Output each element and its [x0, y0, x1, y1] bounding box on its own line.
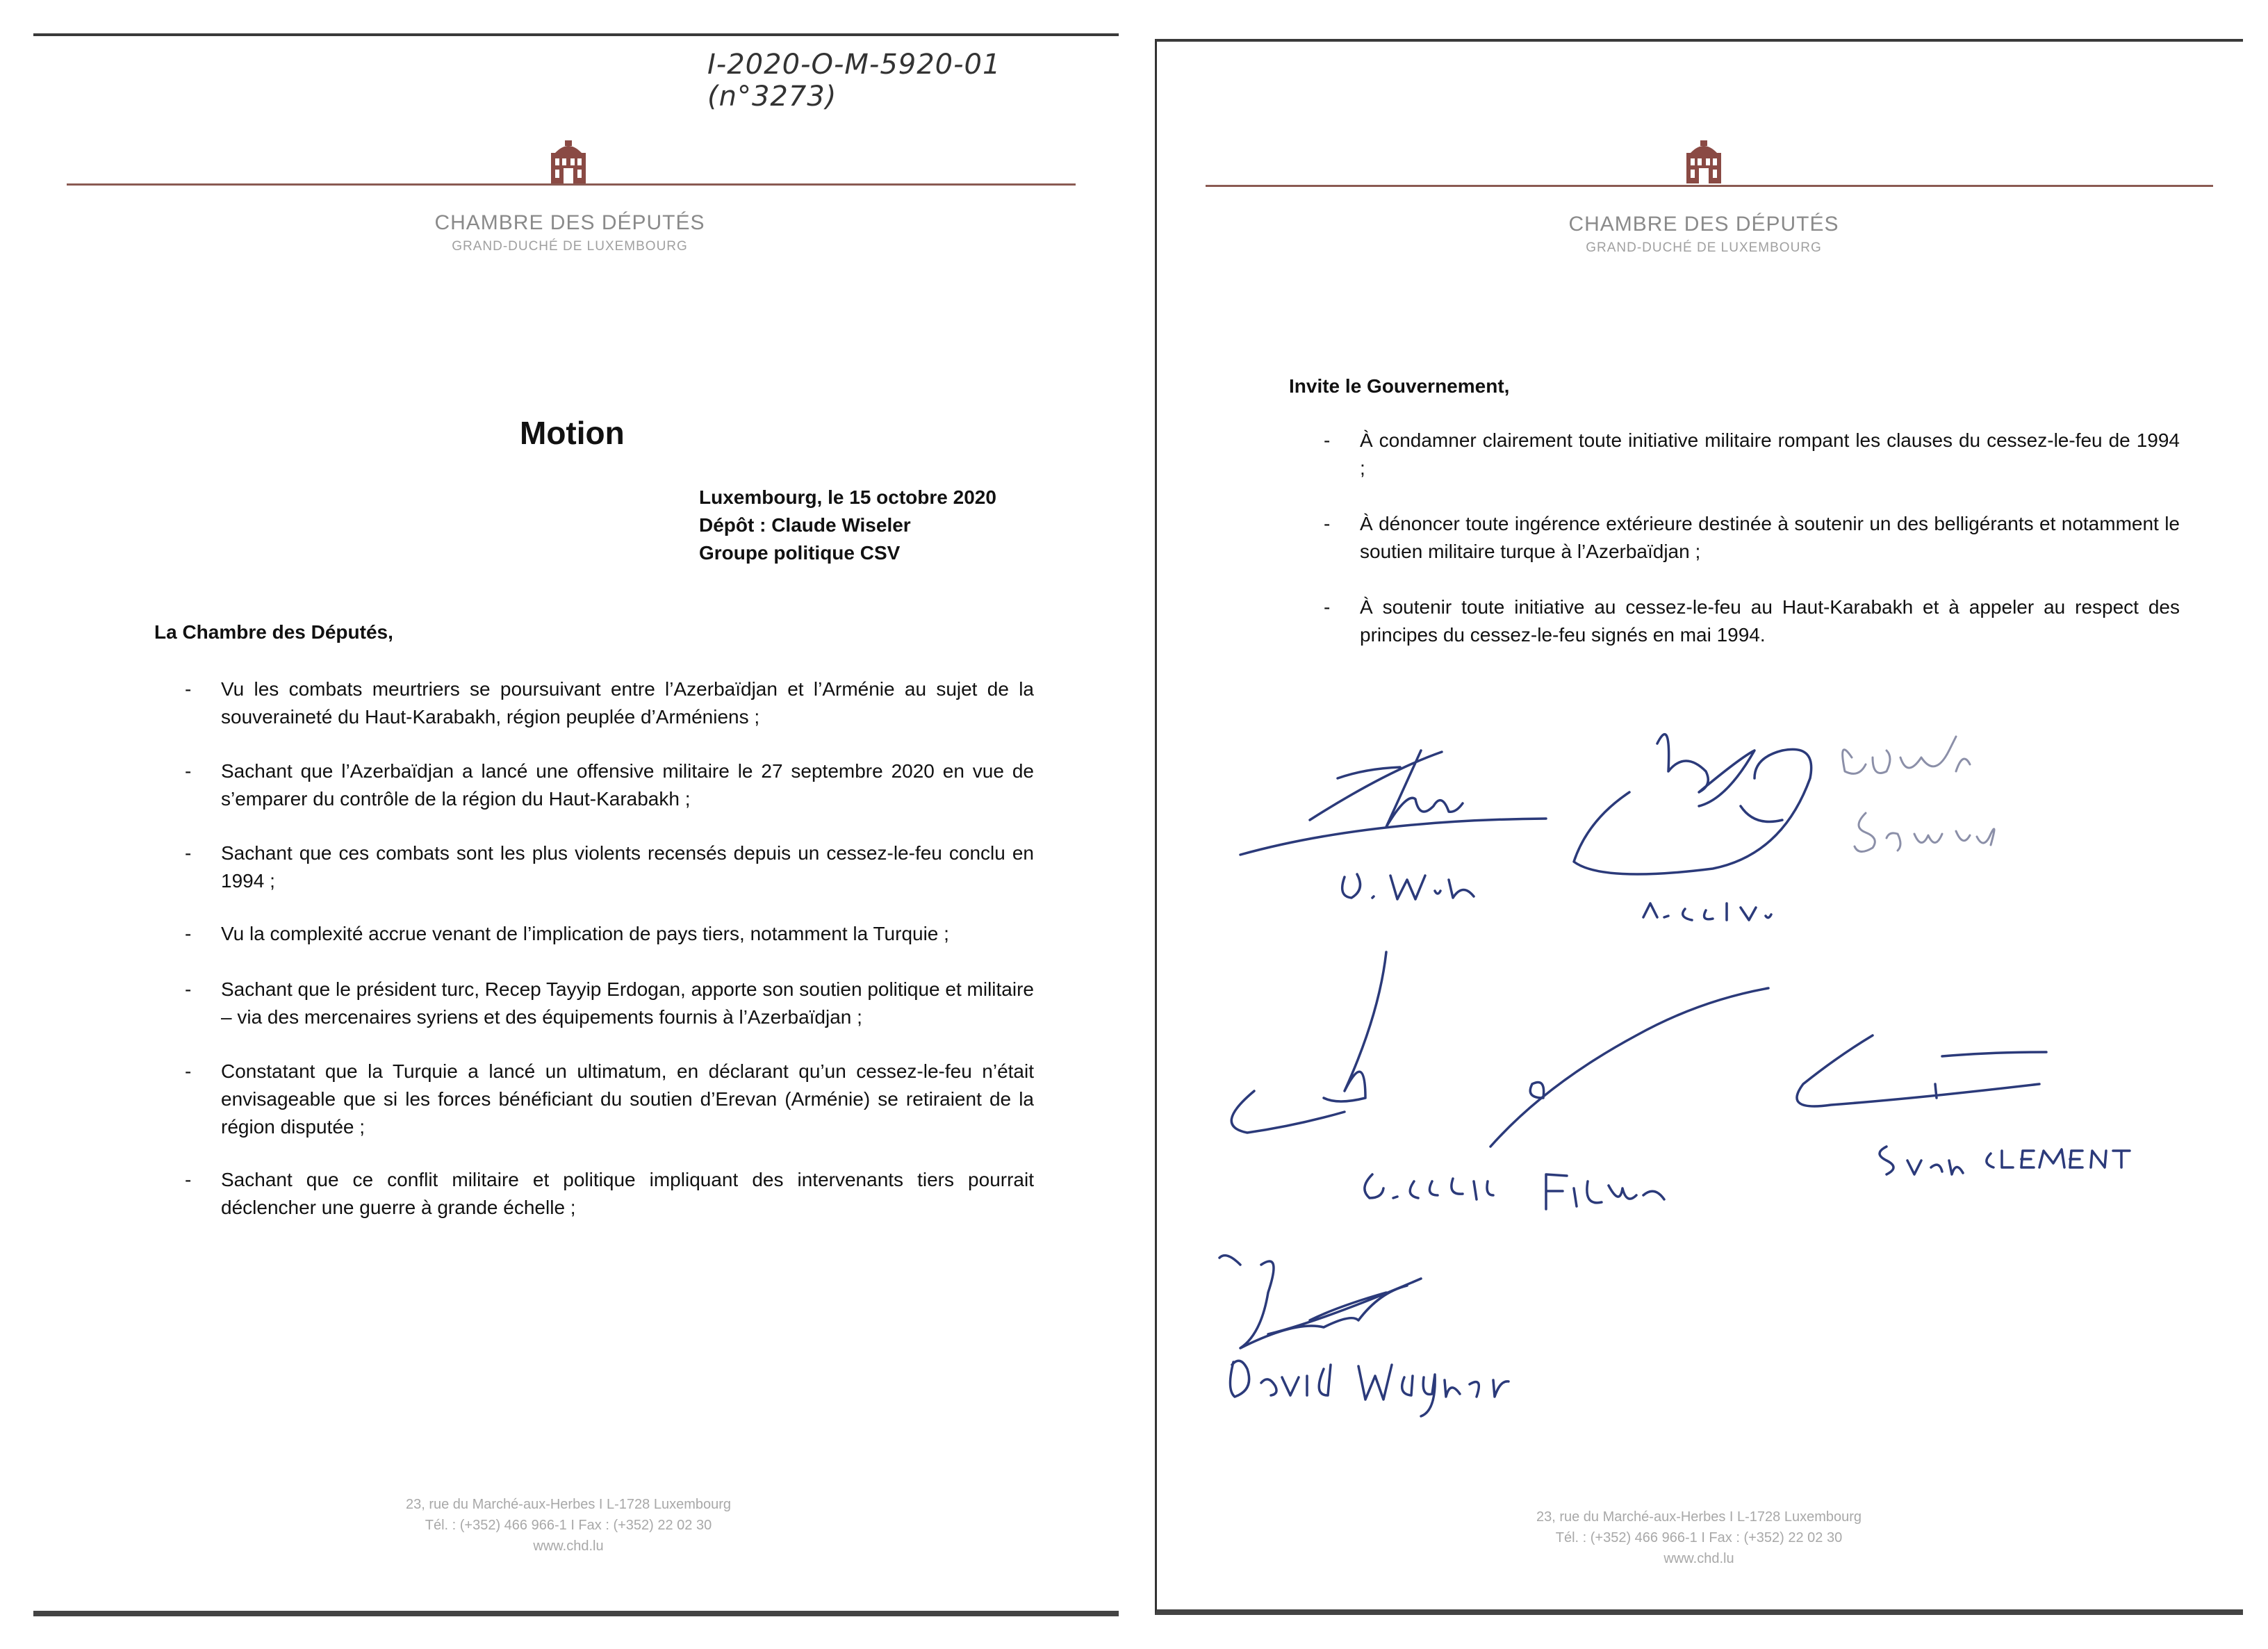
signature-clement: [1797, 1035, 2130, 1174]
considerant-6: Constatant que la Turquie a lancé un ultimatum, en déclarant qu’un cessez-le-feu n’était envisageable que si les forces bénéficiant du soutien d’Erevan (Arménie) se retiraient de la région disputée ;: [221, 1060, 1034, 1138]
signature-wiseler: [1240, 750, 1546, 899]
depot-line: Dépôt : Claude Wiseler: [699, 514, 911, 536]
header-rule: [67, 183, 1076, 186]
org-name: CHAMBRE DES DÉPUTÉS: [434, 211, 705, 234]
org-name: CHAMBRE DES DÉPUTÉS: [1568, 213, 1839, 236]
bullet-dash: -: [185, 678, 192, 700]
chamber-intro: La Chambre des Députés,: [154, 621, 393, 643]
considerant-1: Vu les combats meurtriers se poursuivant entre l’Azerbaïdjan et l’Arménie au sujet de la souveraineté du Haut-Karabakh, région peuplée d’Arméniens ;: [221, 678, 1034, 728]
page-2: [1155, 39, 2243, 1615]
considerant-2: Sachant que l’Azerbaïdjan a lancé une offensive militaire le 27 septembre 2020 en vue de s’emparer du contrôle de la région du Haut-Karabakh ;: [221, 760, 1034, 810]
bullet-dash: -: [1324, 513, 1331, 534]
considerant-3: Sachant que ces combats sont les plus violents recensés depuis un cessez-le-feu conclu en 1994 ;: [221, 842, 1034, 892]
parliament-emblem-icon: [1684, 138, 1724, 186]
date-line: Luxembourg, le 15 octobre 2020: [699, 486, 996, 508]
bullet-dash: -: [185, 1169, 192, 1190]
signatures-block: [1157, 709, 2243, 1438]
footer-address: 23, rue du Marché-aux-Herbes I L-1728 Luxembourg: [405, 1497, 732, 1512]
bullet-dash: -: [185, 923, 192, 944]
considerant-5: Sachant que le président turc, Recep Tayyip Erdogan, apporte son soutien politique et militaire – via des mercenaires syriens et des équipements fournis à l’Azerbaïdjan ;: [221, 978, 1034, 1028]
invitation-2: À dénoncer toute ingérence extérieure destinée à soutenir un des belligérants et notamment le soutien militaire turque à l’Azerbaïdjan ;: [1360, 513, 2180, 562]
signature-empain: [1843, 737, 1994, 852]
bullet-dash: -: [1324, 596, 1331, 618]
footer-phone: Tél. : (+352) 466 966-1 I Fax : (+352) 22 02 30: [1555, 1530, 1843, 1545]
bullet-dash: -: [185, 760, 192, 782]
signature-cruchten: [1574, 735, 1811, 920]
header-rule: [1206, 185, 2213, 187]
org-subtitle: GRAND-DUCHÉ DE LUXEMBOURG: [452, 239, 688, 254]
footer-web: www.chd.lu: [1663, 1551, 1734, 1566]
bullet-dash: -: [185, 842, 192, 864]
bullet-dash: -: [1324, 429, 1331, 451]
considerant-4: Vu la complexité accrue venant de l’implication de pays tiers, notamment la Turquie ;: [221, 923, 949, 944]
group-line: Groupe politique CSV: [699, 542, 901, 564]
government-intro: Invite le Gouvernement,: [1289, 375, 1510, 397]
parliament-emblem-icon: [548, 138, 589, 186]
signature-gloden: [1231, 952, 1493, 1199]
org-subtitle: GRAND-DUCHÉ DE LUXEMBOURG: [1586, 240, 1822, 255]
footer-web: www.chd.lu: [533, 1539, 604, 1554]
considerant-7: Sachant que ce conflit militaire et politique impliquant des intervenants tiers pourrait déclencher une guerre à grande échelle ;: [221, 1169, 1034, 1218]
footer-address: 23, rue du Marché-aux-Herbes I L-1728 Luxembourg: [1536, 1509, 1862, 1525]
signature-wagner: [1219, 1256, 1509, 1416]
invitation-1: À condamner clairement toute initiative militaire rompant les clauses du cessez-le-feu de 1994 ;: [1360, 429, 2180, 479]
bullet-dash: -: [185, 1060, 192, 1082]
signature-hansen: [1490, 988, 1768, 1209]
page-1: [33, 33, 1119, 1616]
document-title: Motion: [520, 415, 625, 451]
footer-phone: Tél. : (+352) 466 966-1 I Fax : (+352) 22 02 30: [425, 1518, 712, 1533]
invitation-3: À soutenir toute initiative au cessez-le-feu au Haut-Karabakh et à appeler au respect des principes du cessez-le-feu signés en mai 1994.: [1360, 596, 2180, 646]
reference-number: I-2020-O-M-5920-01 (n°3273): [707, 49, 1001, 113]
bullet-dash: -: [185, 978, 192, 1000]
